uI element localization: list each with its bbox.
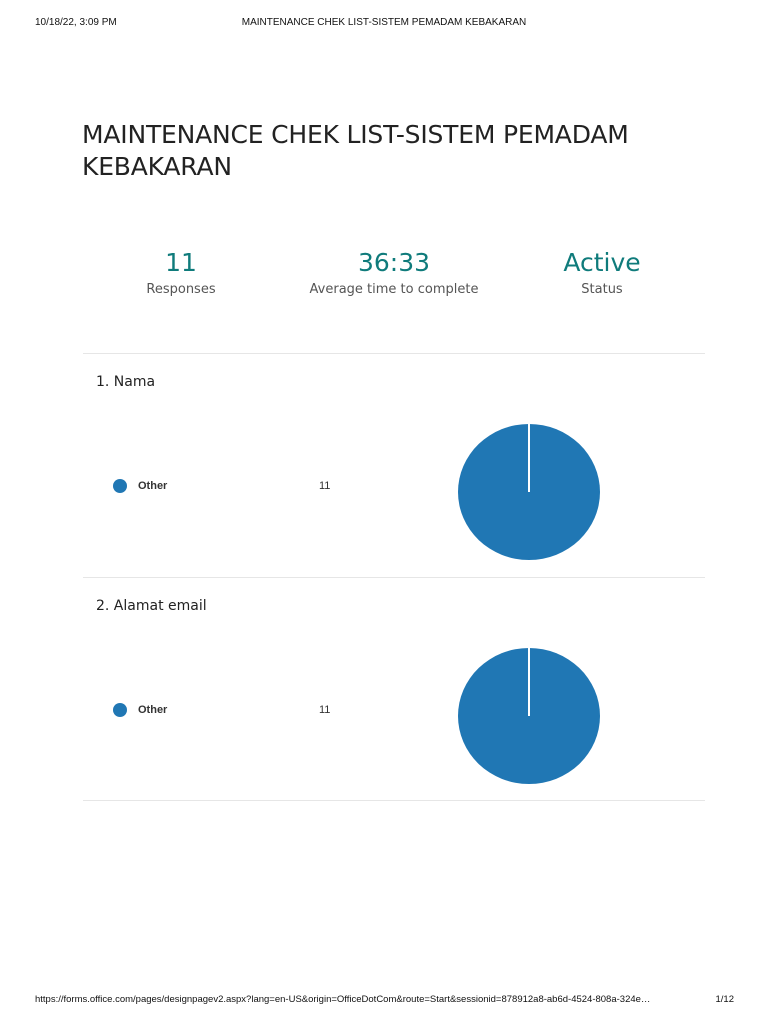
form-title: MAINTENANCE CHEK LIST-SISTEM PEMADAM KEBAKARAN bbox=[82, 120, 629, 181]
print-header bbox=[0, 17, 768, 31]
average-time-value: 36:33 bbox=[357, 248, 431, 277]
print-footer bbox=[0, 994, 768, 1008]
question-title: 2. Alamat email bbox=[96, 598, 207, 614]
question-title: 1. Nama bbox=[96, 374, 156, 390]
print-title: MAINTENANCE CHEK LIST-SISTEM PEMADAM KEBAKARAN bbox=[241, 17, 527, 28]
pie-chart bbox=[457, 423, 601, 561]
responses-stat bbox=[121, 248, 241, 297]
status-value: Active bbox=[563, 248, 641, 277]
status-label: Status bbox=[581, 282, 623, 297]
print-datetime: 10/18/22, 3:09 PM bbox=[35, 17, 117, 28]
page-number: 1/12 bbox=[715, 994, 734, 1005]
question-card-nama bbox=[83, 354, 705, 577]
print-url: https://forms.office.com/pages/designpagev2.aspx?lang=en-US&origin=OfficeDotCom&route=Start&sessionid=878912a8-ab6d-4524-808a-324e… bbox=[35, 994, 651, 1005]
average-time-label: Average time to complete bbox=[309, 282, 479, 297]
pie-chart bbox=[457, 647, 601, 785]
legend-count: 11 bbox=[319, 480, 331, 492]
legend-label: Other bbox=[138, 704, 168, 716]
average-time-stat bbox=[294, 248, 494, 297]
section-divider bbox=[83, 800, 705, 801]
status-stat bbox=[542, 248, 662, 297]
question-card-alamat-email bbox=[83, 578, 705, 801]
responses-label: Responses bbox=[146, 282, 216, 297]
legend-label: Other bbox=[138, 480, 168, 492]
legend-swatch bbox=[113, 479, 127, 493]
legend-swatch bbox=[113, 703, 127, 717]
legend-count: 11 bbox=[319, 704, 331, 716]
responses-value: 11 bbox=[165, 248, 197, 277]
